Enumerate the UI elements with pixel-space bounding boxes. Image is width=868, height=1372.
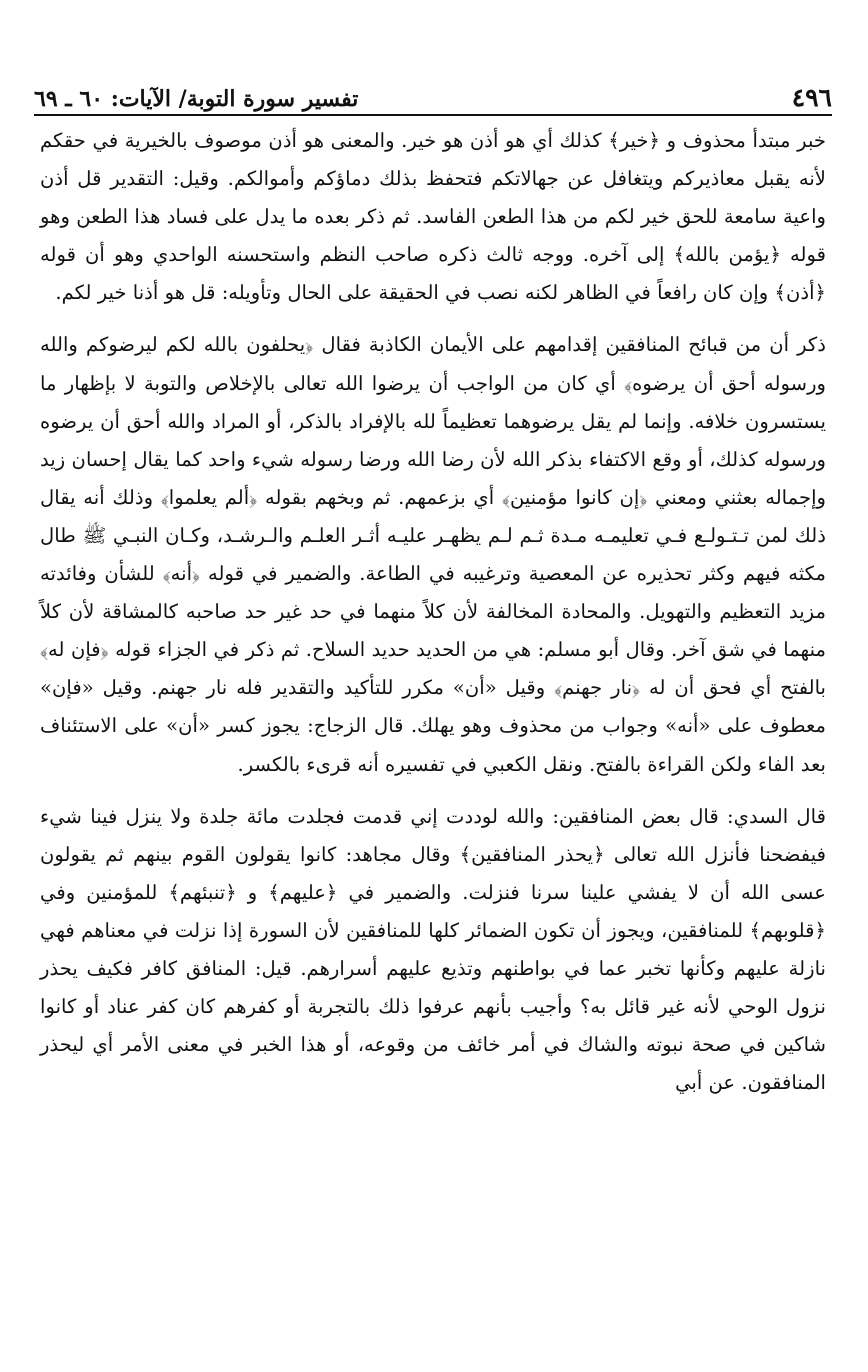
page-number: ٤٩٦: [791, 83, 832, 112]
page-header: [34, 72, 832, 112]
running-title: تفسير سورة التوبة/ الآيات: ٦٠ ـ ٦٩: [34, 86, 359, 112]
paragraph-2: ذكر أن من قبائح المنافقين إقدامهم على الأيمان الكاذبة فقال ﴿يحلفون بالله لكم ليرضوكم والله ورسوله أحق أن يرضوه﴾ أي كان من الواجب أن يرضوا الله تعالى بالإخلاص والتوبة لا بإظهار ما يستسرون خلافه. وإنما لم يقل يرضوهما تعظيماً لله بالإفراد بالذكر، أو المراد والله أحق أن يرضوه ورسوله كذلك، أو وقع الاكتفاء بذكر الله لأن رضا الله ورضا رسوله شيء واحد كما يقال إحسان زيد وإجماله بعثني ومعني ﴿إن كانوا مؤمنين﴾ أي بزعمهم. ثم وبخهم بقوله ﴿ألم يعلموا﴾ وذلك أنه يقال ذلك لمن تـتـولـع فـي تعليمـه مـدة ثـم لـم يظهـر عليـه أثـر العلـم والـرشـد، وكـان النبـي ﷺ طال مكثه فيهم وكثر تحذيره عن المعصية وترغيبه في الطاعة. والضمير في قوله ﴿أنه﴾ للشأن وفائدته مزيد التعظيم والتهويل. والمحادة المخالفة لأن كلاً منهما في حد غير حد صاحبه كالمشاقة لأن كلاً منهما في شق آخر. وقال أبو مسلم: هي من الحديد حديد السلاح. ثم ذكر في الجزاء قوله ﴿فإن له﴾ بالفتح أي فحق أن له ﴿نار جهنم﴾ وقيل «أن» مكرر للتأكيد والتقدير فله نار جهنم. وقيل «فإن» معطوف على «أنه» وجواب من محذوف وهو يهلك. قال الزجاج: يجوز كسر «أن» على الاستئناف بعد الفاء ولكن القراءة بالفتح. ونقل الكعبي في تفسيره أنه قرىء بالكسر.: [40, 333, 826, 776]
paragraph-1: خبر مبتدأ محذوف و ﴿خير﴾ كذلك أي هو أذن هو خير. والمعنى هو أذن موصوف بالخيرية في حقكم لأنه يقبل معاذيركم ويتغافل عن جهالاتكم فتحفظ بذلك دماؤكم وأموالكم. وقيل: التقدير قل أذن واعية سامعة للحق خير لكم من هذا الطعن الفاسد. ثم ذكر بعده ما يدل على فساد هذا الطعن وهو قوله ﴿يؤمن بالله﴾ إلى آخره. ووجه ثالث ذكره صاحب النظم واستحسنه الواحدي وهو أن قوله ﴿أذن﴾ وإن كان رافعاً في الظاهر لكنه نصب في الحقيقة على الحال وتأويله: قل هو أذنا خير لكم.: [40, 129, 826, 305]
page-body: [40, 122, 826, 1102]
paragraph-3: قال السدي: قال بعض المنافقين: والله لوددت إني قدمت فجلدت مائة جلدة ولا ينزل فينا شيء فيفضحنا فأنزل الله تعالى ﴿يحذر المنافقين﴾ وقال مجاهد: كانوا يقولون القوم بينهم ثم يقولون عسى الله أن لا يفشي علينا سرنا فنزلت. والضمير في ﴿عليهم﴾ و ﴿تنبئهم﴾ للمؤمنين وفي ﴿قلوبهم﴾ للمنافقين، ويجوز أن تكون الضمائر كلها للمنافقين لأن السورة إذا نزلت في معناهم فهي نازلة عليهم وكأنها تخبر عما في بواطنهم وتذيع عليهم أسرارهم. قيل: المنافق كافر فكيف يحذر نزول الوحي لأنه غير قائل به؟ وأجيب بأنهم عرفوا ذلك بالتجربة أو كفرهم كان كفر عناد أو كانوا شاكين في صحة نبوته والشاك في أمر خائف من وقوعه، أو هذا الخبر في معنى الأمر أي ليحذر المنافقون. عن أبي: [40, 804, 826, 1095]
header-rule: [34, 114, 832, 116]
